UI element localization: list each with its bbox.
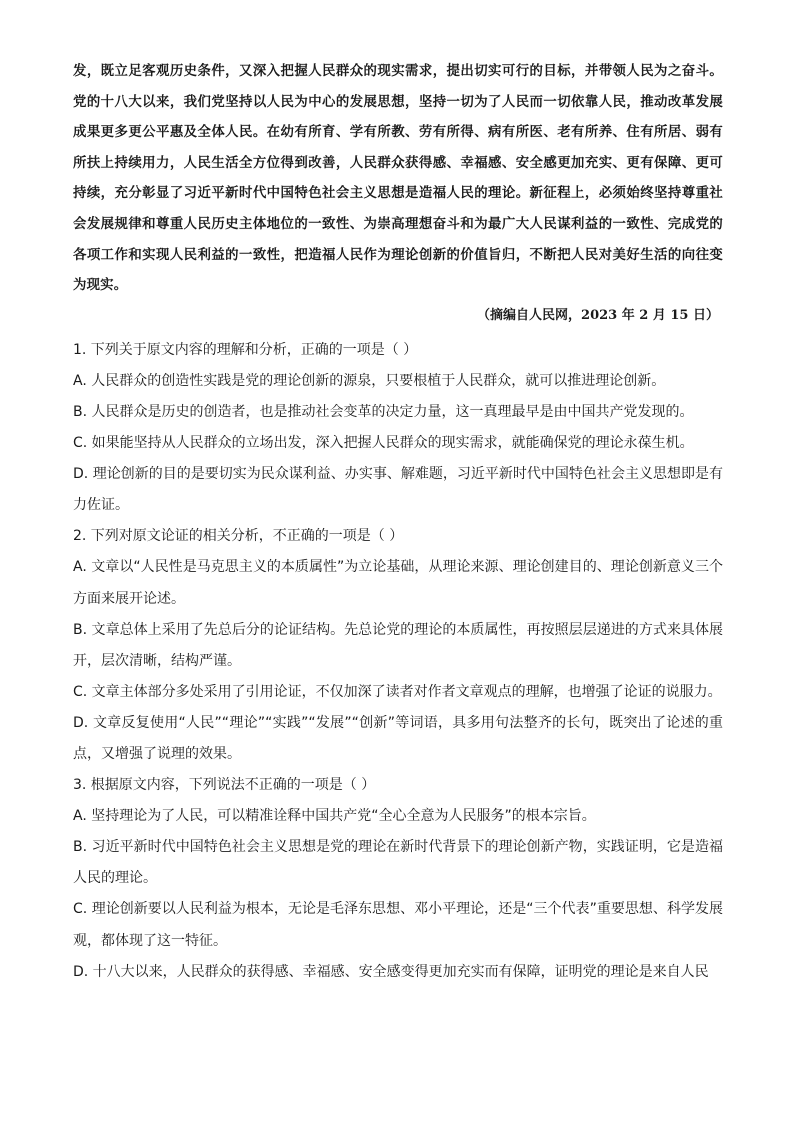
- option-a: A. 坚持理论为了人民，可以精准诠释中国共产党“全心全意为人民服务”的根本宗旨。: [73, 808, 596, 825]
- questions-section: [73, 335, 723, 988]
- option-c: C. 文章主体部分多处采用了引用论证，不仅加深了读者对作者文章观点的理解，也增强了论证的说服力。: [73, 683, 722, 700]
- question-stem: 1. 下列关于原文内容的理解和分析，正确的一项是（ ）: [73, 341, 418, 358]
- option-b: B. 人民群众是历史的创造者，也是推动社会变革的决定力量，这一真理最早是由中国共产党发现的。: [73, 403, 694, 420]
- question-stem: 2. 下列对原文论证的相关分析，不正确的一项是（ ）: [73, 528, 404, 545]
- option-d: D. 理论创新的目的是要切实为民众谋利益、办实事、解难题，习近平新时代中国特色社会主义思想即是有力佐证。: [73, 466, 723, 514]
- passage-source: （摘编自人民网，2023 年 2 月 15 日）: [477, 307, 719, 323]
- option-c: C. 如果能坚持从人民群众的立场出发，深入把握人民群众的现实需求，就能确保党的理论永葆生机。: [73, 435, 694, 452]
- option-d: D. 文章反复使用“人民”“理论”“实践”“发展”“创新”等词语，具多用句法整齐的长句，既突出了论述的重点，又增强了说理的效果。: [73, 714, 723, 762]
- question-2: [73, 521, 723, 770]
- option-a: A. 人民群众的创造性实践是党的理论创新的源泉，只要根植于人民群众，就可以推进理论创新。: [73, 372, 666, 389]
- question-stem: 3. 根据原文内容，下列说法不正确的一项是（ ）: [73, 777, 376, 794]
- option-c: C. 理论创新要以人民利益为根本，无论是毛泽东思想、邓小平理论，还是“三个代表”重要思想、科学发展观，都体现了这一特征。: [73, 901, 723, 949]
- document-page: [73, 56, 723, 988]
- question-3: [73, 770, 723, 988]
- option-a: A. 文章以“人民性是马克思主义的本质属性”为立论基础，从理论来源、理论创建目的、理论创新意义三个方面来展开论述。: [73, 559, 723, 607]
- option-b: B. 习近平新时代中国特色社会主义思想是党的理论在新时代背景下的理论创新产物，实践证明，它是造福人民的理论。: [73, 839, 723, 887]
- question-1: [73, 335, 723, 522]
- option-d: D. 十八大以来，人民群众的获得感、幸福感、安全感变得更加充实而有保障，证明党的理论是来自人民: [73, 963, 709, 980]
- passage-text: 发，既立足客观历史条件，又深入把握人民群众的现实需求，提出切实可行的目标，并带领人民为之奋斗。党的十八大以来，我们党坚持以人民为中心的发展思想，坚持一切为了人民而一切依靠人民，推动改革发展成果更多更公平惠及全体人民。在幼有所育、学有所教、劳有所得、病有所医、老有所养、住有所居、弱有所扶上持续用力，人民生活全方位得到改善，人民群众获得感、幸福感、安全感更加充实、更有保障、更可持续，充分彰显了习近平新时代中国特色社会主义思想是造福人民的理论。新征程上，必须始终坚持尊重社会发展规律和尊重人民历史主体地位的一致性、为崇高理想奋斗和为最广大人民谋利益的一致性、完成党的各项工作和实现人民利益的一致性，把造福人民作为理论创新的价值旨归，不断把人民对美好生活的向往变为现实。: [73, 63, 723, 294]
- option-b: B. 文章总体上采用了先总后分的论证结构。先总论党的理论的本质属性，再按照层层递进的方式来具体展开，层次清晰，结构严谨。: [73, 621, 723, 669]
